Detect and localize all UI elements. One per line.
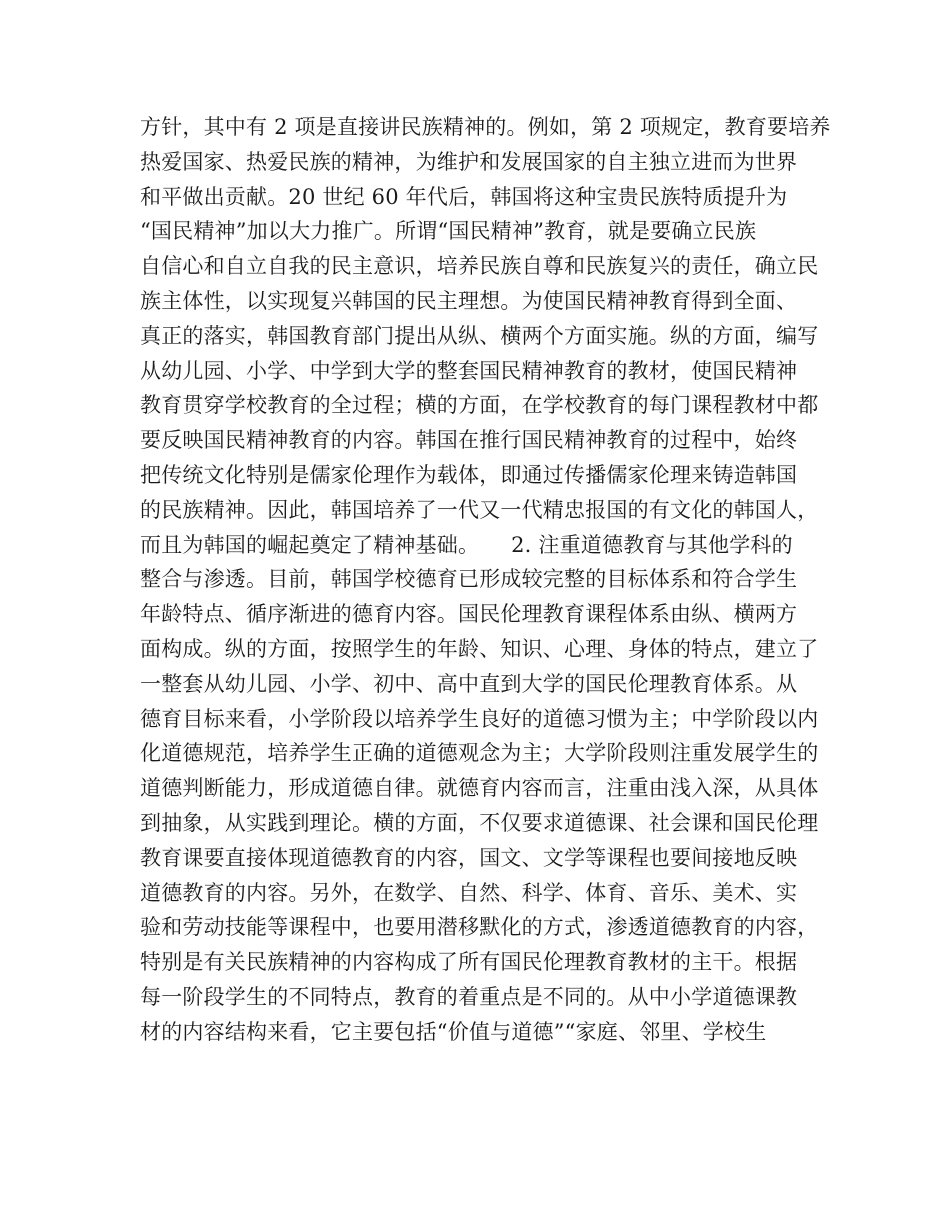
text-line: 面构成。纵的方面，按照学生的年龄、知识、心理、身体的特点，建立了 — [140, 636, 819, 661]
text-line: 整合与渗透。目前，韩国学校德育已形成较完整的目标体系和符合学生 — [140, 567, 798, 592]
text-line: 到抽象，从实践到理论。横的方面，不仅要求道德课、社会课和国民伦理 — [140, 810, 819, 835]
text-line: 一整套从幼儿园、小学、初中、高中直到大学的国民伦理教育体系。从 — [140, 671, 798, 696]
text-line: 要反映国民精神教育的内容。韩国在推行国民精神教育的过程中，始终 — [140, 428, 798, 453]
text-line: 从幼儿园、小学、中学到大学的整套国民精神教育的教材，使国民精神 — [140, 358, 798, 383]
text-line: 把传统文化特别是儒家伦理作为载体，即通过传播儒家伦理来铸造韩国 — [140, 462, 798, 487]
text-line: 自信心和自立自我的民主意识，培养民族自尊和民族复兴的责任，确立民 — [140, 254, 819, 279]
text-line: 道德教育的内容。另外，在数学、自然、科学、体育、音乐、美术、实 — [140, 880, 798, 905]
text-line: 验和劳动技能等课程中，也要用潜移默化的方式，渗透道德教育的内容， — [140, 915, 819, 940]
text-line: 热爱国家、热爱民族的精神，为维护和发展国家的自主独立进而为世界 — [140, 149, 798, 174]
text-line: 教育贯穿学校教育的全过程；横的方面，在学校教育的每门课程教材中都 — [140, 393, 819, 418]
text-line: 年龄特点、循序渐进的德育内容。国民伦理教育课程体系由纵、横两方 — [140, 602, 798, 627]
body-text — [140, 110, 831, 1050]
text-line: 道德判断能力，形成道德自律。就德育内容而言，注重由浅入深，从具体 — [140, 776, 819, 801]
text-line: “国民精神”加以大力推广。所谓“国民精神”教育，就是要确立民族 — [140, 219, 757, 244]
text-line: 方针，其中有 2 项是直接讲民族精神的。例如，第 2 项规定，教育要培养 — [140, 115, 831, 139]
text-line: 化道德规范，培养学生正确的道德观念为主；大学阶段则注重发展学生的 — [140, 741, 819, 766]
text-line: 而且为韩国的崛起奠定了精神基础。 2. 注重道德教育与其他学科的 — [140, 532, 793, 557]
text-line: 族主体性，以实现复兴韩国的民主理想。为使国民精神教育得到全面、 — [140, 288, 798, 313]
text-line: 真正的落实，韩国教育部门提出从纵、横两个方面实施。纵的方面，编写 — [140, 323, 819, 348]
text-line: 特别是有关民族精神的内容构成了所有国民伦理教育教材的主干。根据 — [140, 950, 798, 975]
text-line: 教育课要直接体现道德教育的内容，国文、文学等课程也要间接地反映 — [140, 845, 798, 870]
text-line: 材的内容结构来看，它主要包括“价值与道德”“家庭、邻里、学校生 — [140, 1019, 767, 1044]
text-line: 德育目标来看，小学阶段以培养学生良好的道德习惯为主；中学阶段以内 — [140, 706, 819, 731]
text-line: 和平做出贡献。20 世纪 60 年代后，韩国将这种宝贵民族特质提升为 — [140, 184, 788, 209]
text-line: 每一阶段学生的不同特点，教育的着重点是不同的。从中小学道德课教 — [140, 984, 798, 1009]
text-line: 的民族精神。因此，韩国培养了一代又一代精忠报国的有文化的韩国人， — [140, 497, 819, 522]
